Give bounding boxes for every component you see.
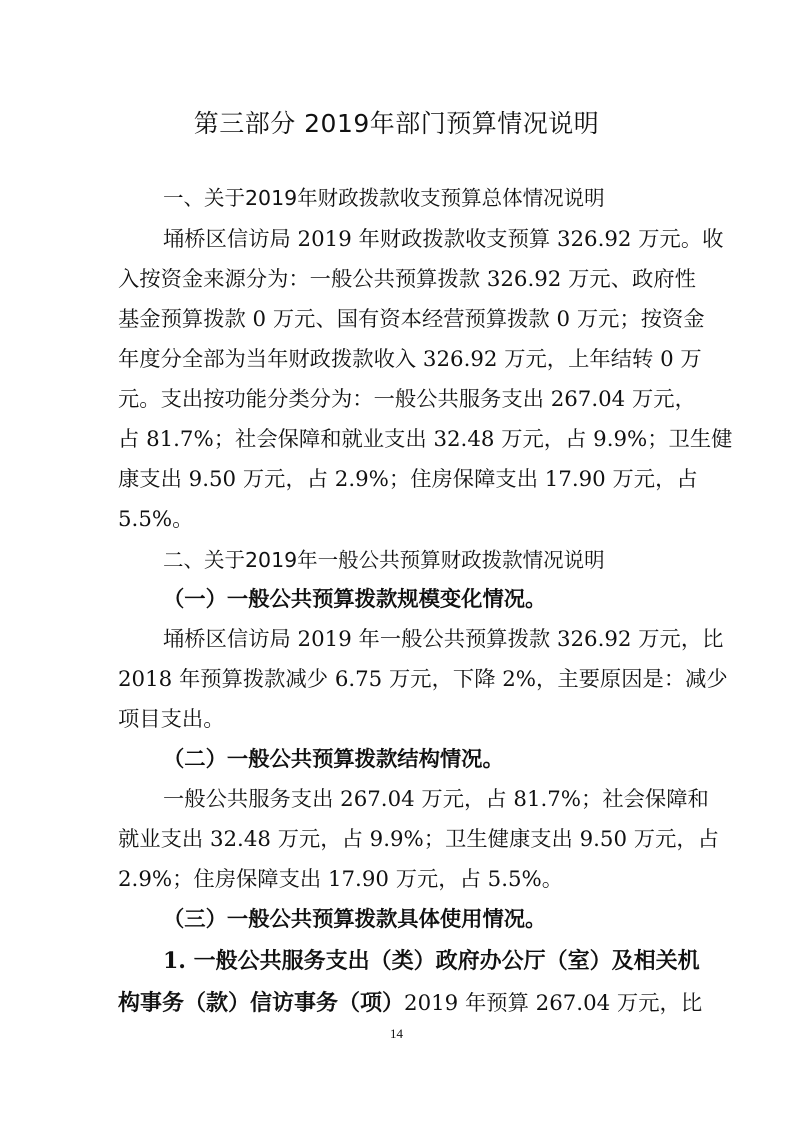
paragraph-line: 项目支出。 (118, 707, 225, 732)
paragraph-line: 就业支出 32.48 万元，占 9.9%；卫生健康支出 9.50 万元，占 (118, 827, 719, 852)
paragraph-line: 入按资金来源分为：一般公共预算拨款 326.92 万元、政府性 (118, 267, 696, 292)
paragraph-line: 埇桥区信访局 2019 年一般公共预算拨款 326.92 万元，比 (163, 627, 724, 652)
subsection-2-heading: （二）一般公共预算拨款结构情况。 (163, 747, 504, 772)
section-2-heading: 二、关于2019年一般公共预算财政拨款情况说明 (163, 548, 605, 572)
subsection-1-heading: （一）一般公共预算拨款规模变化情况。 (163, 587, 547, 612)
item-1-text: 2019 年预算 267.04 万元，比 (404, 991, 703, 1016)
section-1-heading: 一、关于2019年财政拨款收支预算总体情况说明 (163, 186, 605, 210)
paragraph-line: 5.5%。 (118, 507, 194, 532)
page-title: 第三部分 2019年部门预算情况说明 (193, 109, 600, 138)
paragraph-line: 占 81.7%；社会保障和就业支出 32.48 万元，占 9.9%；卫生健 (118, 427, 733, 452)
paragraph-line: 年度分全部为当年财政拨款收入 326.92 万元，上年结转 0 万 (118, 347, 702, 372)
page-number: 14 (390, 1026, 403, 1041)
item-1-title-continued: 构事务（款）信访事务（项） (118, 990, 405, 1016)
item-1-continuation (118, 986, 702, 1020)
item-1-title: 1. 一般公共服务支出（类）政府办公厅（室）及相关机 (163, 948, 700, 974)
paragraph-line: 一般公共服务支出 267.04 万元，占 81.7%；社会保障和 (163, 787, 709, 812)
paragraph-line: 埇桥区信访局 2019 年财政拨款收支预算 326.92 万元。收 (163, 227, 724, 252)
paragraph-line: 基金预算拨款 0 万元、国有资本经营预算拨款 0 万元；按资金 (118, 307, 705, 332)
paragraph-line: 2.9%；住房保障支出 17.90 万元，占 5.5%。 (118, 867, 564, 892)
paragraph-line: 2018 年预算拨款减少 6.75 万元，下降 2%，主要原因是：减少 (118, 667, 728, 692)
paragraph-line: 康支出 9.50 万元，占 2.9%；住房保障支出 17.90 万元，占 (118, 467, 698, 492)
paragraph-line: 元。支出按功能分类分为：一般公共服务支出 267.04 万元， (118, 387, 696, 412)
subsection-3-heading: （三）一般公共预算拨款具体使用情况。 (163, 907, 547, 932)
